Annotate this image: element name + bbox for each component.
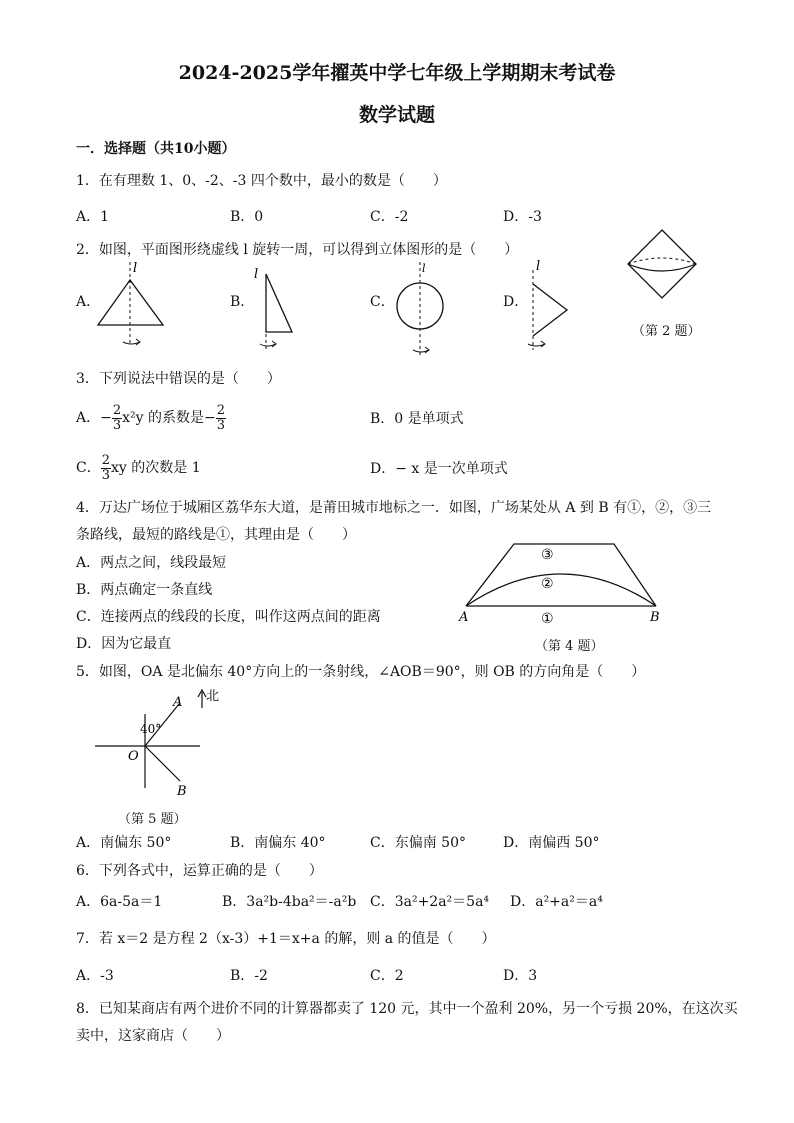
q7-option-c: C．2: [370, 968, 404, 984]
q1-option-a: A．1: [76, 209, 110, 225]
q6-option-c: C．3a²+2a²＝5a⁴: [370, 894, 490, 910]
q2-a-axis-label: l: [133, 261, 138, 276]
q3-stem: 3．下列说法中错误的是（ ）: [76, 371, 281, 387]
q5-option-a: A．南偏东 50°: [76, 835, 172, 851]
q2-figure-a: [95, 258, 175, 354]
q3-a-fraction-1: $\frac{2}{3}$: [112, 402, 122, 433]
q2-option-b: B．: [230, 294, 255, 310]
page-title: 2024-2025学年擢英中学七年级上学期期末考试卷: [178, 62, 616, 84]
q4-option-c: C．连接两点的线段的长度，叫作这两点间的距离: [76, 609, 381, 625]
q6-option-a: A．6a-5a＝1: [76, 894, 163, 910]
q5-stem: 5．如图，OA 是北偏东 40°方向上的一条射线，∠AOB＝90°，则 OB 的方向角是（ ）: [76, 664, 646, 680]
q7-option-a: A．-3: [76, 968, 114, 984]
q2-d-axis-label: l: [536, 259, 541, 274]
q1-option-d: D．-3: [503, 209, 542, 225]
q4-route-2: ②: [541, 576, 554, 592]
q5-point-b: B: [177, 784, 187, 799]
q4-stem-line2: 条路线，最短的路线是①，其理由是（ ）: [76, 527, 356, 543]
section-heading: 一．选择题（共10小题）: [76, 141, 236, 157]
q4-option-a: A．两点之间，线段最短: [76, 555, 227, 571]
q2-b-axis-label: l: [254, 267, 259, 282]
q2-figure-c: [388, 258, 458, 362]
q4-route-1: ①: [541, 611, 554, 627]
q7-option-b: B．-2: [230, 968, 268, 984]
q5-point-o: O: [128, 749, 139, 764]
q3-option-d: D．− x 是一次单项式: [370, 461, 508, 477]
q6-stem: 6．下列各式中，运算正确的是（ ）: [76, 863, 323, 879]
q4-caption: （第 4 题）: [535, 639, 604, 654]
q2-figure-b: [252, 262, 312, 354]
q6-option-b: B．3a²b-4ba²＝-a²b: [222, 894, 357, 910]
q5-point-a: A: [173, 695, 183, 710]
q3-option-a: [76, 400, 226, 436]
q3-a-mid: x²y 的系数是−: [122, 410, 216, 426]
q5-angle-label: 40°: [140, 722, 162, 736]
q5-north-label: 北: [206, 689, 220, 704]
q3-option-b: B．0 是单项式: [370, 411, 464, 427]
q2-double-cone: [622, 224, 706, 308]
q7-option-d: D．3: [503, 968, 538, 984]
q5-direction-figure: [90, 686, 220, 802]
q1-stem: 1．在有理数 1、0、-2、-3 四个数中，最小的数是（ ）: [76, 173, 447, 189]
q2-c-axis-label: l: [422, 262, 426, 275]
q2-option-a: A．: [76, 294, 101, 310]
q4-point-b: B: [650, 610, 660, 625]
q2-stem: 2．如图，平面图形绕虚线 l 旋转一周，可以得到立体图形的是（ ）: [76, 242, 519, 258]
q2-option-c: C．: [370, 294, 395, 310]
q6-option-d: D．a²+a²＝a⁴: [510, 894, 603, 910]
q7-stem: 7．若 x＝2 是方程 2（x-3）+1＝x+a 的解，则 a 的值是（ ）: [76, 931, 496, 947]
q4-route-3: ③: [541, 547, 554, 563]
q3-c-fraction: $\frac{2}{3}$: [101, 452, 110, 483]
q1-option-b: B．0: [230, 209, 264, 225]
q3-a-prefix: A．−: [76, 410, 112, 426]
q2-option-d: D．: [503, 294, 529, 310]
q3-a-fraction-2: $\frac{2}{3}$: [216, 402, 226, 433]
q3-option-c: C． $\frac{2}{3}$ xy 的次数是 1: [76, 452, 201, 483]
q2-figure-d: [520, 258, 580, 354]
q4-option-b: B．两点确定一条直线: [76, 582, 213, 598]
q4-route-figure: [456, 532, 670, 628]
q5-option-c: C．东偏南 50°: [370, 835, 466, 851]
page-subtitle: 数学试题: [358, 104, 435, 126]
q5-caption: （第 5 题）: [118, 812, 187, 827]
q4-option-d: D．因为它最直: [76, 636, 172, 652]
q8-stem-line2: 卖中，这家商店（ ）: [76, 1028, 230, 1044]
q1-option-c: C．-2: [370, 209, 409, 225]
q4-point-a: A: [459, 610, 469, 625]
q5-option-d: D．南偏西 50°: [503, 835, 600, 851]
q4-stem-line1: 4．万达广场位于城厢区荔华东大道，是莆田城市地标之一．如图，广场某处从 A 到 B 有①，②，③三: [76, 500, 712, 516]
q5-option-b: B．南偏东 40°: [230, 835, 326, 851]
q8-stem-line1: 8．已知某商店有两个进价不同的计算器都卖了 120 元，其中一个盈利 20%，另一个亏损 20%，在这次买: [76, 1001, 738, 1017]
q2-caption: （第 2 题）: [632, 324, 701, 339]
